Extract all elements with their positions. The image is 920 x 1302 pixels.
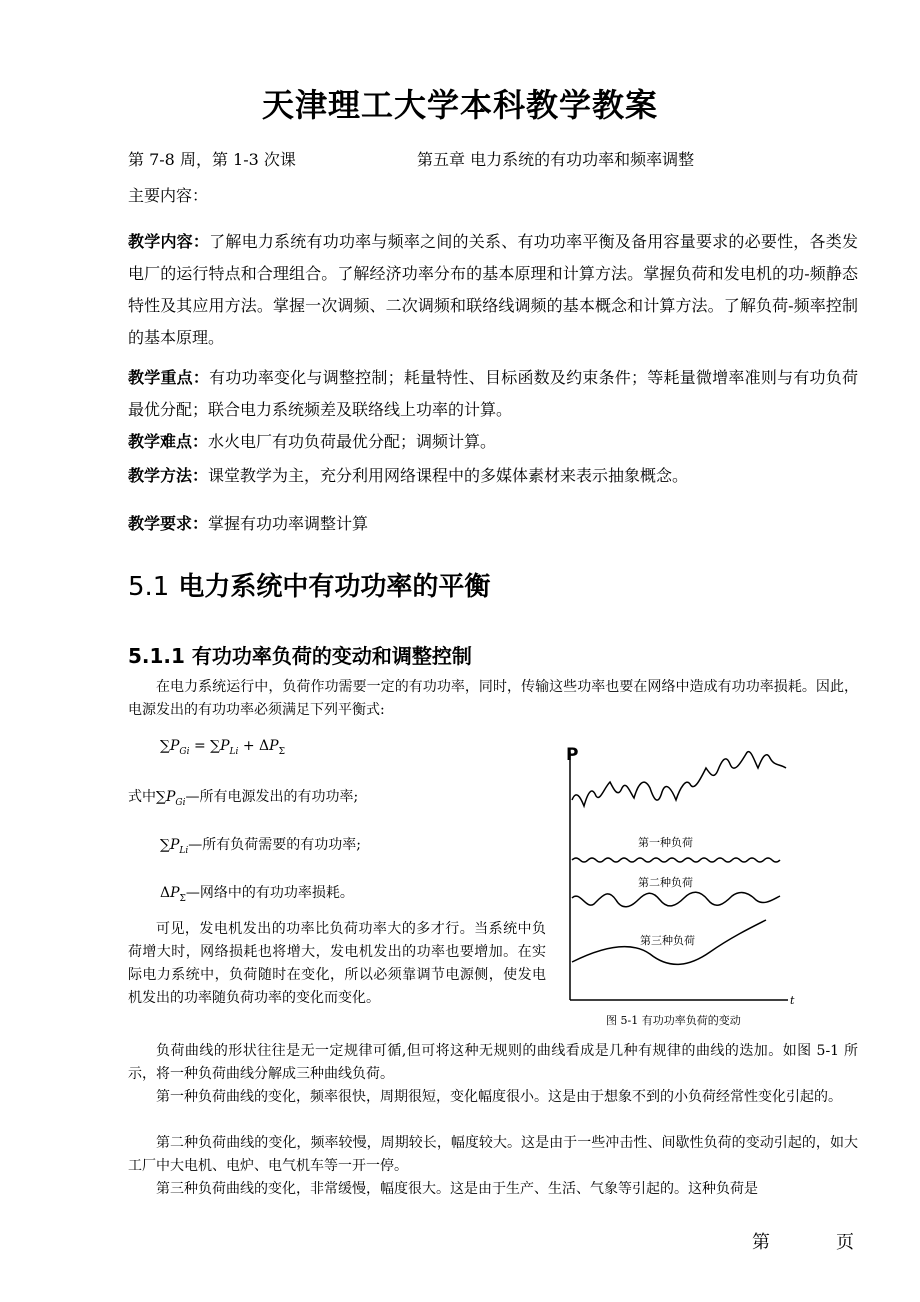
page-title: 天津理工大学本科教学教案 (261, 86, 658, 124)
paragraph-2: 第一种负荷曲线的变化，频率很快，周期很短，变化幅度很小。这是由于想象不到的小负荷经常性变化引起的。 (156, 1089, 842, 1105)
paragraph-4: 第三种负荷曲线的变化，非常缓慢，幅度很大。这是由于生产、生活、气象等引起的。这种负荷是 (156, 1181, 758, 1197)
load-label-3: 第三种负荷 (640, 934, 695, 947)
teaching-focus (128, 362, 858, 426)
subsection-heading: 5.1.1 有功功率负荷的变动和调整控制 (128, 644, 472, 668)
footer-page-suffix: 页 (836, 1232, 854, 1253)
load-label-1: 第一种负荷 (638, 836, 693, 849)
teaching-difficulty-text: 水火电厂有功负荷最优分配；调频计算。 (208, 432, 497, 451)
load-curve-figure (560, 740, 800, 1030)
paragraph-1: 负荷曲线的形状往往是无一定规律可循,但可将这种无规则的曲线看成是几种有规律的曲线的迭加。如图 5-1 所示，将一种负荷曲线分解成三种曲线负荷。 (128, 1043, 858, 1082)
teaching-method-text: 课堂教学为主，充分利用网络课程中的多媒体素材来表示抽象概念。 (208, 466, 689, 485)
formula-desc2-text: —所有负荷需要的有功功率; (188, 837, 361, 853)
load-label-2: 第二种负荷 (638, 876, 693, 889)
formula-desc-load: $\sum P_{Li}—$所有负荷需要的有功功率; (160, 837, 361, 856)
chapter-info: 第五章 电力系统的有功功率和频率调整 (417, 150, 695, 169)
second-load-curve (572, 892, 780, 907)
balance-formula: $\sum P_{Gi} = \sum P_{Li} + \Delta P_\Sigma$ (160, 738, 285, 757)
section-title: 电力系统中有功功率的平衡 (178, 572, 491, 602)
teaching-method (128, 460, 858, 492)
footer-page-prefix: 第 (752, 1232, 770, 1253)
intro-paragraph: 在电力系统运行中，负荷作功需要一定的有功功率，同时，传输这些功率也要在网络中造成有功功率损耗。因此，电源发出的有功功率必须满足下列平衡式: (128, 679, 858, 718)
teaching-requirement-label: 教学要求： (128, 514, 209, 533)
teaching-focus-text: 有功功率变化与调整控制；耗量特性、目标函数及约束条件；等耗量微增率准则与有功负荷最优分配；联合电力系统频差及联络线上功率的计算。 (128, 368, 858, 419)
formula-desc3-text: —网络中的有功功率损耗。 (185, 885, 354, 901)
total-load-curve (572, 752, 786, 806)
week-info: 第 7-8 周，第 1-3 次课 (128, 150, 296, 169)
teaching-content-text: 了解电力系统有功功率与频率之间的关系、有功功率平衡及备用容量要求的必要性，各类发电厂的运行特点和合理组合。了解经济功率分布的基本原理和计算方法。掌握负荷和发电机的功-频静态特性及其应用方法。掌握一次调频、二次调频和联络线调频的基本概念和计算方法。了解负荷-频率控制的基本原理。 (128, 232, 858, 347)
paragraph-3: 第二种负荷曲线的变化，频率较慢，周期较长，幅度较大。这是由于一些冲击性、间歇性负荷的变动引起的，如大工厂中大电机、电炉、电气机车等一开一停。 (128, 1135, 858, 1174)
teaching-content (128, 226, 858, 354)
formula-desc-loss: $\Delta P_\Sigma—$网络中的有功功率损耗。 (160, 885, 354, 904)
figure-caption: 图 5-1 有功功率负荷的变动 (606, 1014, 741, 1027)
x-axis-label: t (790, 994, 795, 1007)
teaching-difficulty-label: 教学难点： (128, 432, 209, 451)
formula-desc-prefix: 式中 (128, 789, 156, 805)
formula-desc1-text: —所有电源发出的有功功率; (185, 789, 359, 805)
section-heading (128, 566, 490, 603)
formula-desc-generation: 式中$\sum P_{Gi}—$所有电源发出的有功功率; (128, 789, 359, 808)
generation-paragraph: 可见，发电机发出的功率比负荷功率大的多才行。当系统中负荷增大时，网络损耗也将增大，发电机发出的功率也要增加。在实际电力系统中，负荷随时在变化，所以必须靠调节电源侧，使发电机发出的功率随负荷功率的变化而变化。 (128, 921, 546, 1006)
y-axis-label: P (566, 745, 579, 765)
teaching-difficulty (128, 426, 858, 458)
teaching-requirement (128, 508, 858, 540)
teaching-content-label: 教学内容： (128, 232, 210, 251)
first-load-curve (572, 858, 780, 862)
teaching-method-label: 教学方法： (128, 466, 209, 485)
section-number: 5.1 (128, 572, 170, 602)
teaching-focus-label: 教学重点： (128, 368, 210, 387)
teaching-requirement-text: 掌握有功功率调整计算 (208, 514, 369, 533)
main-content-label: 主要内容： (128, 186, 209, 205)
